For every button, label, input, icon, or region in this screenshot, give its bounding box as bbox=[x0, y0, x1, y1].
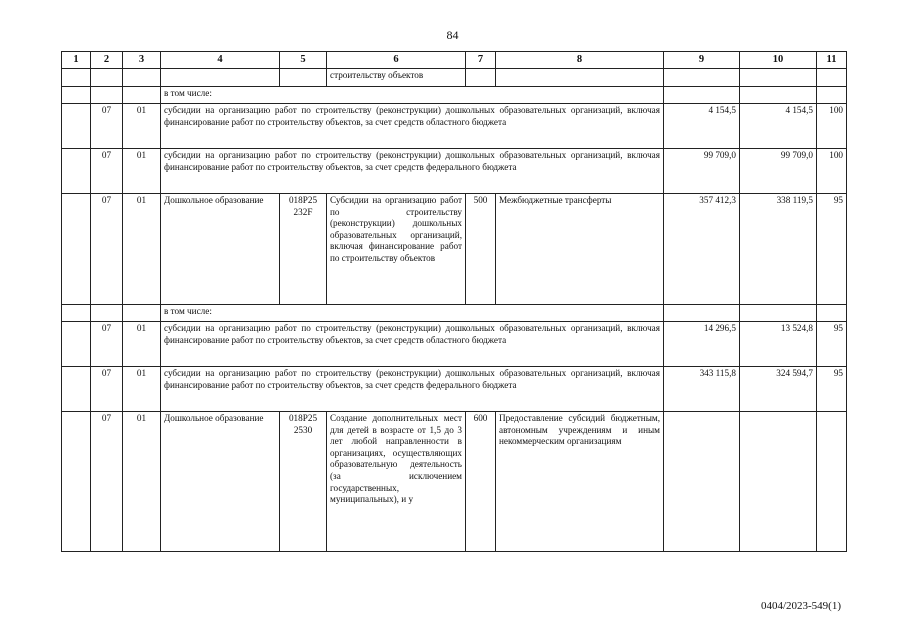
col-header-5: 5 bbox=[280, 52, 327, 69]
cell-subsection-code bbox=[123, 69, 161, 87]
col-header-3: 3 bbox=[123, 52, 161, 69]
table-row bbox=[62, 149, 847, 194]
col-header-9: 9 bbox=[664, 52, 740, 69]
cell-actual bbox=[740, 412, 817, 552]
page-number: 84 bbox=[446, 28, 459, 42]
cell-planned: 14 296,5 bbox=[664, 322, 740, 367]
cell-actual: 324 594,7 bbox=[740, 367, 817, 412]
col-header-2: 2 bbox=[91, 52, 123, 69]
including-label: в том числе: bbox=[161, 87, 664, 104]
cell-subsection: 07 bbox=[91, 412, 123, 552]
cell-actual bbox=[740, 69, 817, 87]
col-header-8: 8 bbox=[496, 52, 664, 69]
cell-target-name: Создание дополнительных мест для детей в возрасте от 1,5 до 3 лет любой направленности в организациях, осуществляющих образовательную деятельность (за исключением государственных, муниципальных), и у bbox=[327, 412, 466, 552]
cell-section bbox=[62, 69, 91, 87]
cell-percent: 95 bbox=[817, 367, 847, 412]
cell-actual: 99 709,0 bbox=[740, 149, 817, 194]
cell-expense-name: Предоставление субсидий бюджетным, автономным учреждениям и иным некоммерческим организациям bbox=[496, 412, 664, 552]
cell-target-name: Субсидии на организацию работ по строительству (реконструкции) дошкольных образовательных организаций, включая финансирование работ по строительству объектов bbox=[327, 194, 466, 305]
col-header-7: 7 bbox=[466, 52, 496, 69]
cell-subsection bbox=[91, 69, 123, 87]
col-header-4: 4 bbox=[161, 52, 280, 69]
table-row bbox=[62, 69, 847, 87]
cell-subsidy-text: субсидии на организацию работ по строительству (реконструкции) дошкольных образовательных организаций, включая финансирование работ по строительству объектов, за счет средств федерального бюджета bbox=[161, 367, 664, 412]
cell-target-name: строительству объектов bbox=[327, 69, 466, 87]
cell-actual: 13 524,8 bbox=[740, 322, 817, 367]
cell-percent: 100 bbox=[817, 149, 847, 194]
cell-planned: 99 709,0 bbox=[664, 149, 740, 194]
cell-section bbox=[62, 149, 91, 194]
table-header bbox=[62, 52, 847, 69]
cell-actual: 338 119,5 bbox=[740, 194, 817, 305]
cell-subsection-code: 01 bbox=[123, 194, 161, 305]
cell-subsection-code: 01 bbox=[123, 412, 161, 552]
table-row bbox=[62, 87, 847, 104]
cell-section bbox=[62, 194, 91, 305]
cell-target-code: 018P25 232F bbox=[280, 194, 327, 305]
cell-subsection-code: 01 bbox=[123, 367, 161, 412]
cell-percent bbox=[817, 69, 847, 87]
cell-planned bbox=[664, 69, 740, 87]
cell-percent bbox=[817, 412, 847, 552]
table-row bbox=[62, 104, 847, 149]
cell-subsidy-text: субсидии на организацию работ по строительству (реконструкции) дошкольных образовательных организаций, включая финансирование работ по строительству объектов, за счет средств областного бюджета bbox=[161, 104, 664, 149]
cell-subsection: 07 bbox=[91, 149, 123, 194]
budget-table bbox=[61, 51, 847, 552]
cell-section bbox=[62, 322, 91, 367]
col-header-11: 11 bbox=[817, 52, 847, 69]
cell-expense-name bbox=[496, 69, 664, 87]
cell-planned: 4 154,5 bbox=[664, 104, 740, 149]
cell-planned bbox=[664, 412, 740, 552]
document-code: 0404/2023-549(1) bbox=[760, 600, 841, 612]
cell-subsection: 07 bbox=[91, 104, 123, 149]
cell-name bbox=[161, 69, 280, 87]
cell-section bbox=[62, 104, 91, 149]
cell-name: Дошкольное образование bbox=[161, 412, 280, 552]
cell-subsidy-text: субсидии на организацию работ по строительству (реконструкции) дошкольных образовательных организаций, включая финансирование работ по строительству объектов, за счет средств областного бюджета bbox=[161, 322, 664, 367]
cell-expense-type: 600 bbox=[466, 412, 496, 552]
cell-target-code: 018P25 2530 bbox=[280, 412, 327, 552]
cell-expense-type bbox=[466, 69, 496, 87]
cell-target-code bbox=[280, 69, 327, 87]
table-row bbox=[62, 367, 847, 412]
cell-planned: 343 115,8 bbox=[664, 367, 740, 412]
cell-subsection-code: 01 bbox=[123, 322, 161, 367]
cell-subsection: 07 bbox=[91, 367, 123, 412]
table-row bbox=[62, 305, 847, 322]
cell-subsection: 07 bbox=[91, 322, 123, 367]
table-row bbox=[62, 412, 847, 552]
cell-expense-type: 500 bbox=[466, 194, 496, 305]
cell-section bbox=[62, 412, 91, 552]
cell-section bbox=[62, 367, 91, 412]
col-header-10: 10 bbox=[740, 52, 817, 69]
cell-percent: 95 bbox=[817, 322, 847, 367]
cell-expense-name: Межбюджетные трансферты bbox=[496, 194, 664, 305]
cell-actual: 4 154,5 bbox=[740, 104, 817, 149]
cell-percent: 100 bbox=[817, 104, 847, 149]
cell-planned: 357 412,3 bbox=[664, 194, 740, 305]
cell-name: Дошкольное образование bbox=[161, 194, 280, 305]
cell-subsection-code: 01 bbox=[123, 104, 161, 149]
table-row bbox=[62, 322, 847, 367]
cell-subsection-code: 01 bbox=[123, 149, 161, 194]
col-header-1: 1 bbox=[62, 52, 91, 69]
table-row bbox=[62, 194, 847, 305]
including-label: в том числе: bbox=[161, 305, 664, 322]
cell-subsidy-text: субсидии на организацию работ по строительству (реконструкции) дошкольных образовательных организаций, включая финансирование работ по строительству объектов, за счет средств федерального бюджета bbox=[161, 149, 664, 194]
cell-subsection: 07 bbox=[91, 194, 123, 305]
col-header-6: 6 bbox=[327, 52, 466, 69]
cell-percent: 95 bbox=[817, 194, 847, 305]
